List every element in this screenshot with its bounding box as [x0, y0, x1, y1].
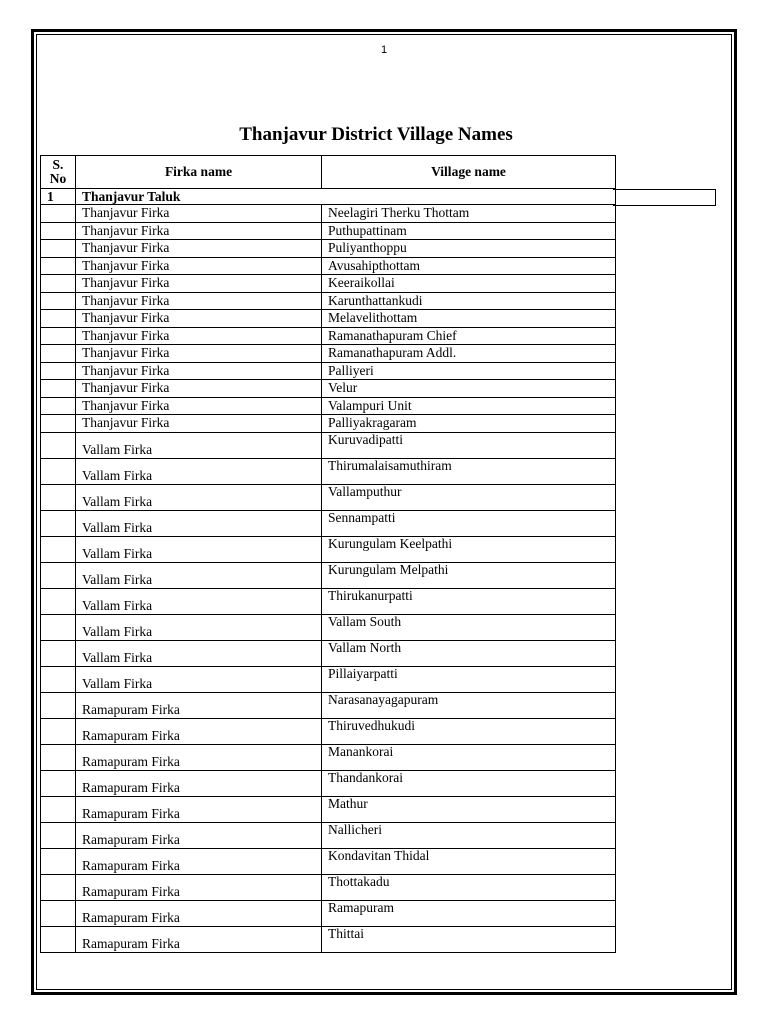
- cell-sno: [41, 222, 76, 240]
- cell-firka: Thanjavur Firka: [76, 345, 322, 363]
- table-row: [41, 614, 616, 640]
- cell-sno: [41, 292, 76, 310]
- cell-village: Neelagiri Therku Thottam: [322, 205, 616, 223]
- cell-firka: Thanjavur Firka: [76, 275, 322, 293]
- cell-sno: [41, 362, 76, 380]
- cell-sno: [41, 458, 76, 484]
- table-row: [41, 718, 616, 744]
- cell-village: Karunthattankudi: [322, 292, 616, 310]
- cell-firka: Vallam Firka: [76, 536, 322, 562]
- cell-firka: Vallam Firka: [76, 614, 322, 640]
- cell-firka: Ramapuram Firka: [76, 744, 322, 770]
- table-row: [41, 327, 616, 345]
- cell-village: Thittai: [322, 926, 616, 952]
- cell-firka: Ramapuram Firka: [76, 822, 322, 848]
- cell-firka: Ramapuram Firka: [76, 692, 322, 718]
- cell-sno: [41, 536, 76, 562]
- cell-village: Vallam South: [322, 614, 616, 640]
- table-row: [41, 380, 616, 398]
- cell-sno: [41, 562, 76, 588]
- table-row: [41, 275, 616, 293]
- cell-firka: Ramapuram Firka: [76, 874, 322, 900]
- table-row: [41, 415, 616, 433]
- cell-village: Kurungulam Keelpathi: [322, 536, 616, 562]
- cell-village: Ramapuram: [322, 900, 616, 926]
- village-table: [40, 155, 616, 953]
- table-row: [41, 536, 616, 562]
- table-row: [41, 900, 616, 926]
- cell-sno: [41, 415, 76, 433]
- cell-firka: Vallam Firka: [76, 640, 322, 666]
- table-row: [41, 640, 616, 666]
- cell-sno: [41, 345, 76, 363]
- cell-sno: [41, 848, 76, 874]
- cell-firka: Vallam Firka: [76, 562, 322, 588]
- cell-firka: Vallam Firka: [76, 588, 322, 614]
- cell-sno: [41, 796, 76, 822]
- cell-sno: [41, 692, 76, 718]
- cell-firka: Thanjavur Firka: [76, 240, 322, 258]
- cell-sno: [41, 240, 76, 258]
- table-row: [41, 822, 616, 848]
- cell-sno: [41, 588, 76, 614]
- cell-village: Keeraikollai: [322, 275, 616, 293]
- cell-sno: [41, 900, 76, 926]
- cell-sno: [41, 926, 76, 952]
- cell-sno: [41, 432, 76, 458]
- table-row: [41, 205, 616, 223]
- header-sno-no: No: [49, 171, 67, 186]
- cell-sno: [41, 822, 76, 848]
- taluk-row: [41, 189, 616, 205]
- cell-village: Palliyeri: [322, 362, 616, 380]
- cell-village: Sennampatti: [322, 510, 616, 536]
- cell-village: Pillaiyarpatti: [322, 666, 616, 692]
- cell-sno: [41, 484, 76, 510]
- cell-firka: Ramapuram Firka: [76, 796, 322, 822]
- cell-village: Mathur: [322, 796, 616, 822]
- cell-sno: [41, 640, 76, 666]
- cell-firka: Thanjavur Firka: [76, 380, 322, 398]
- cell-village: Avusahipthottam: [322, 257, 616, 275]
- cell-village: Valampuri Unit: [322, 397, 616, 415]
- cell-firka: Ramapuram Firka: [76, 770, 322, 796]
- cell-firka: Ramapuram Firka: [76, 926, 322, 952]
- cell-firka: Ramapuram Firka: [76, 718, 322, 744]
- cell-firka: Thanjavur Firka: [76, 257, 322, 275]
- cell-sno: [41, 310, 76, 328]
- table-row: [41, 848, 616, 874]
- cell-firka: Thanjavur Firka: [76, 327, 322, 345]
- cell-firka: Thanjavur Firka: [76, 362, 322, 380]
- header-sno-s: S.: [52, 157, 64, 172]
- table-header-row: [41, 156, 616, 189]
- table-row: [41, 796, 616, 822]
- table-row: [41, 345, 616, 363]
- cell-firka: Thanjavur Firka: [76, 222, 322, 240]
- cell-sno: [41, 205, 76, 223]
- table-row: [41, 484, 616, 510]
- table-row: [41, 666, 616, 692]
- cell-village: Thottakadu: [322, 874, 616, 900]
- cell-village: Kurungulam Melpathi: [322, 562, 616, 588]
- table-row: [41, 458, 616, 484]
- cell-village: Puliyanthoppu: [322, 240, 616, 258]
- cell-firka: Thanjavur Firka: [76, 397, 322, 415]
- cell-sno: [41, 744, 76, 770]
- cell-sno: [41, 275, 76, 293]
- table-row: [41, 874, 616, 900]
- cell-firka: Ramapuram Firka: [76, 848, 322, 874]
- taluk-row-extension: [613, 189, 716, 206]
- table-row: [41, 257, 616, 275]
- cell-firka: Thanjavur Firka: [76, 415, 322, 433]
- cell-village: Thirukanurpatti: [322, 588, 616, 614]
- table-row: [41, 310, 616, 328]
- cell-village: Nallicheri: [322, 822, 616, 848]
- cell-firka: Vallam Firka: [76, 458, 322, 484]
- table-row: [41, 588, 616, 614]
- cell-sno: [41, 718, 76, 744]
- header-sno: [41, 156, 76, 189]
- cell-sno: [41, 614, 76, 640]
- cell-village: Velur: [322, 380, 616, 398]
- table-row: [41, 510, 616, 536]
- header-firka: Firka name: [76, 156, 322, 189]
- cell-village: Thandankorai: [322, 770, 616, 796]
- cell-village: Thirumalaisamuthiram: [322, 458, 616, 484]
- table-row: [41, 432, 616, 458]
- cell-sno: [41, 257, 76, 275]
- cell-village: Puthupattinam: [322, 222, 616, 240]
- cell-village: Kondavitan Thidal: [322, 848, 616, 874]
- document-title: Thanjavur District Village Names: [239, 124, 513, 145]
- cell-village: Vallam North: [322, 640, 616, 666]
- cell-village: Melavelithottam: [322, 310, 616, 328]
- table-row: [41, 692, 616, 718]
- table-row: [41, 397, 616, 415]
- cell-firka: Ramapuram Firka: [76, 900, 322, 926]
- cell-village: Thiruvedhukudi: [322, 718, 616, 744]
- table-row: [41, 744, 616, 770]
- cell-firka: Vallam Firka: [76, 484, 322, 510]
- header-village: Village name: [322, 156, 616, 189]
- table-row: [41, 240, 616, 258]
- cell-sno: [41, 874, 76, 900]
- taluk-sno: 1: [41, 189, 76, 205]
- table-row: [41, 562, 616, 588]
- cell-village: Ramanathapuram Chief: [322, 327, 616, 345]
- cell-sno: [41, 510, 76, 536]
- cell-village: Kuruvadipatti: [322, 432, 616, 458]
- cell-firka: Thanjavur Firka: [76, 310, 322, 328]
- cell-firka: Thanjavur Firka: [76, 292, 322, 310]
- cell-sno: [41, 666, 76, 692]
- cell-firka: Vallam Firka: [76, 432, 322, 458]
- table-body: [41, 189, 616, 953]
- table-row: [41, 292, 616, 310]
- table-row: [41, 362, 616, 380]
- cell-village: Palliyakragaram: [322, 415, 616, 433]
- cell-sno: [41, 397, 76, 415]
- cell-village: Vallamputhur: [322, 484, 616, 510]
- cell-village: Narasanayagapuram: [322, 692, 616, 718]
- cell-firka: Vallam Firka: [76, 510, 322, 536]
- cell-sno: [41, 770, 76, 796]
- cell-firka: Thanjavur Firka: [76, 205, 322, 223]
- cell-sno: [41, 380, 76, 398]
- table-row: [41, 222, 616, 240]
- table-row: [41, 770, 616, 796]
- page-number: 1: [380, 44, 388, 56]
- cell-village: Manankorai: [322, 744, 616, 770]
- table-row: [41, 926, 616, 952]
- cell-firka: Vallam Firka: [76, 666, 322, 692]
- cell-village: Ramanathapuram Addl.: [322, 345, 616, 363]
- cell-sno: [41, 327, 76, 345]
- taluk-name: Thanjavur Taluk: [76, 189, 616, 205]
